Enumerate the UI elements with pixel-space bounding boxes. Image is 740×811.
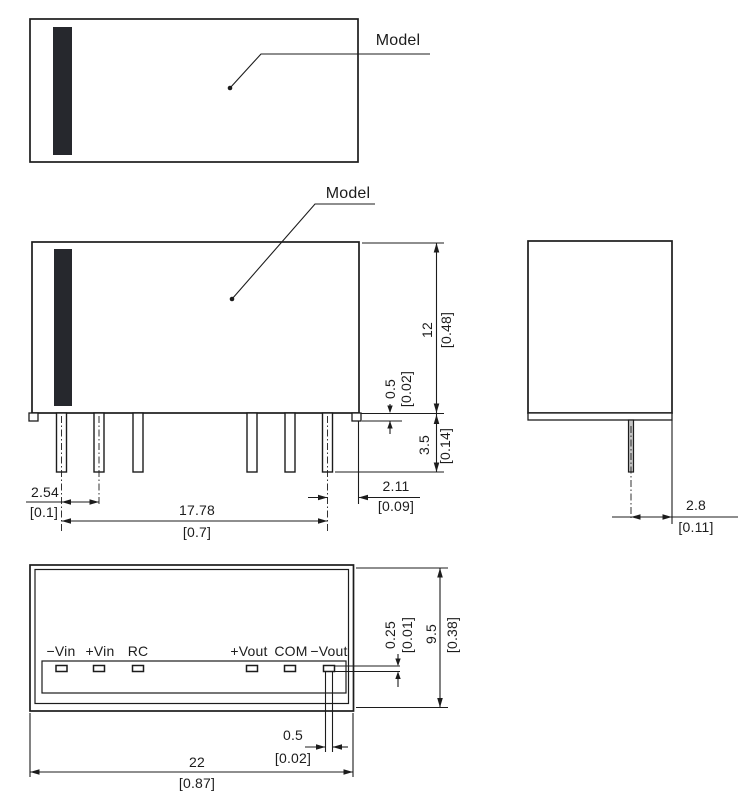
pin-label-neg-vin: −Vin <box>46 643 76 659</box>
pin-header-strip <box>42 661 346 693</box>
standoff-tab-left <box>29 413 38 421</box>
pin <box>133 413 143 472</box>
pad <box>247 666 258 672</box>
dim-body-width-mm: 22 <box>189 754 205 770</box>
side-view <box>528 241 738 524</box>
dim-pad-thickness-mm: 0.25 <box>382 620 398 650</box>
top-view-leader-dot <box>228 86 233 91</box>
dim-body-depth-inch: [0.38] <box>444 616 460 654</box>
dim-body-height-mm: 12 <box>419 322 435 338</box>
dim-last-pin-to-edge-inch: [0.09] <box>377 498 415 514</box>
dim-pin-pitch-inch: [0.1] <box>29 504 59 520</box>
pin-label-com: COM <box>274 643 308 659</box>
dim-pin-row-span-mm: 17.78 <box>178 502 216 518</box>
front-view-model-label: Model <box>325 185 371 202</box>
front-view-pins <box>57 413 333 472</box>
top-view <box>30 19 430 162</box>
dim-standoff-height-inch: [0.02] <box>398 370 414 408</box>
dim-pin-to-side-edge-inch: [0.11] <box>678 519 714 535</box>
dim-body-depth-mm: 9.5 <box>423 623 439 645</box>
pad <box>324 666 335 672</box>
standoff-tab-right <box>352 413 361 421</box>
dim-body-height-inch: [0.48] <box>438 311 454 349</box>
pad <box>133 666 144 672</box>
pin-label-pos-vout: +Vout <box>230 643 268 659</box>
dim-pad-thickness-inch: [0.01] <box>399 616 415 654</box>
pad <box>56 666 67 672</box>
pad <box>94 666 105 672</box>
pin <box>285 413 295 472</box>
pin-label-neg-vout: −Vout <box>310 643 348 659</box>
dim-pad-width-inch: [0.02] <box>274 750 312 766</box>
bottom-view <box>30 565 448 777</box>
pad <box>285 666 296 672</box>
pin-label-pos-vin: +Vin <box>85 643 115 659</box>
front-view-label-stripe <box>54 249 72 406</box>
dim-pin-row-span-inch: [0.7] <box>182 524 212 540</box>
side-view-standoff <box>528 413 672 420</box>
front-view <box>29 204 375 531</box>
dim-body-width-inch: [0.87] <box>178 775 216 791</box>
dim-pin-to-side-edge-mm: 2.8 <box>685 497 707 513</box>
dim-standoff-height-mm: 0.5 <box>382 378 398 400</box>
front-view-body <box>32 242 359 413</box>
pin <box>247 413 257 472</box>
side-view-body <box>528 241 672 413</box>
top-view-body <box>30 19 358 162</box>
dim-pin-length-mm: 3.5 <box>416 434 432 456</box>
dim-pin-length-inch: [0.14] <box>437 427 453 465</box>
dim-pin-pitch-mm: 2.54 <box>30 484 60 500</box>
top-view-label-stripe <box>53 27 72 155</box>
pin-label-rc: RC <box>127 643 149 659</box>
dim-pad-width-mm: 0.5 <box>282 727 304 743</box>
top-view-model-label: Model <box>375 32 421 49</box>
front-view-leader-dot <box>230 297 235 302</box>
dim-last-pin-to-edge-mm: 2.11 <box>382 478 410 494</box>
